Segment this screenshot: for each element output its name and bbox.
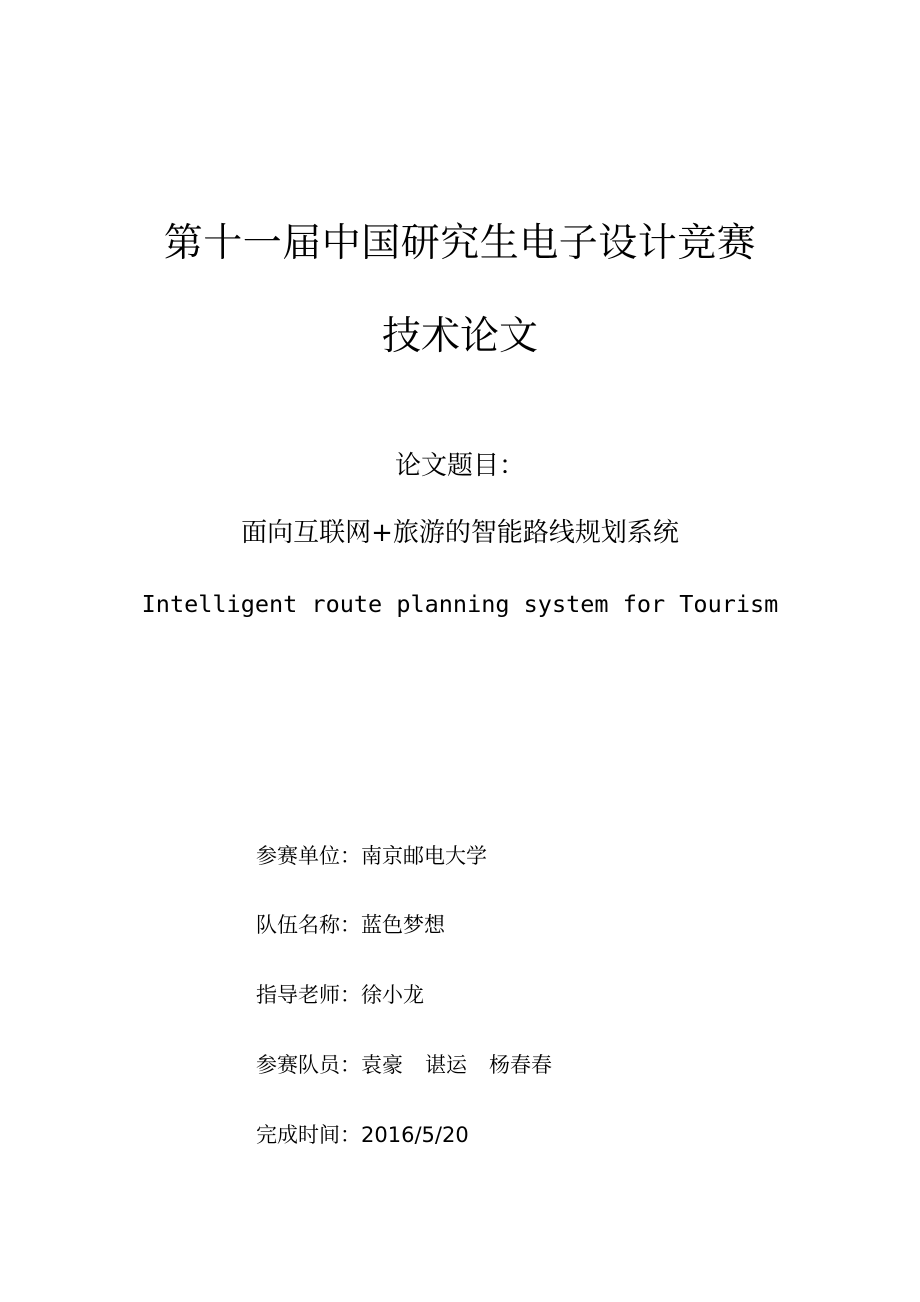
topic-english: Intelligent route planning system for Tourism bbox=[141, 590, 779, 618]
member-name: 袁豪 bbox=[361, 1053, 403, 1077]
info-row-team bbox=[256, 909, 445, 941]
advisor-value: 徐小龙 bbox=[361, 983, 424, 1007]
info-row-unit bbox=[256, 840, 487, 872]
advisor-label: 指导老师： bbox=[256, 983, 361, 1007]
competition-title: 第十一届中国研究生电子设计竞赛 bbox=[163, 221, 757, 266]
member-name: 谌运 bbox=[425, 1053, 467, 1077]
document-type-title: 技术论文 bbox=[381, 314, 538, 359]
info-row-date bbox=[256, 1119, 469, 1151]
team-value: 蓝色梦想 bbox=[361, 913, 445, 937]
member-name: 杨春春 bbox=[489, 1053, 552, 1077]
info-row-members bbox=[256, 1049, 552, 1081]
date-label: 完成时间： bbox=[256, 1123, 361, 1147]
info-row-advisor bbox=[256, 979, 424, 1011]
unit-value: 南京邮电大学 bbox=[361, 844, 487, 868]
members-label: 参赛队员： bbox=[256, 1053, 361, 1077]
topic-chinese: 面向互联网+旅游的智能路线规划系统 bbox=[241, 518, 679, 548]
unit-label: 参赛单位： bbox=[256, 844, 361, 868]
topic-label: 论文题目： bbox=[394, 451, 525, 481]
date-value: 2016/5/20 bbox=[361, 1123, 469, 1147]
team-label: 队伍名称： bbox=[256, 913, 361, 937]
